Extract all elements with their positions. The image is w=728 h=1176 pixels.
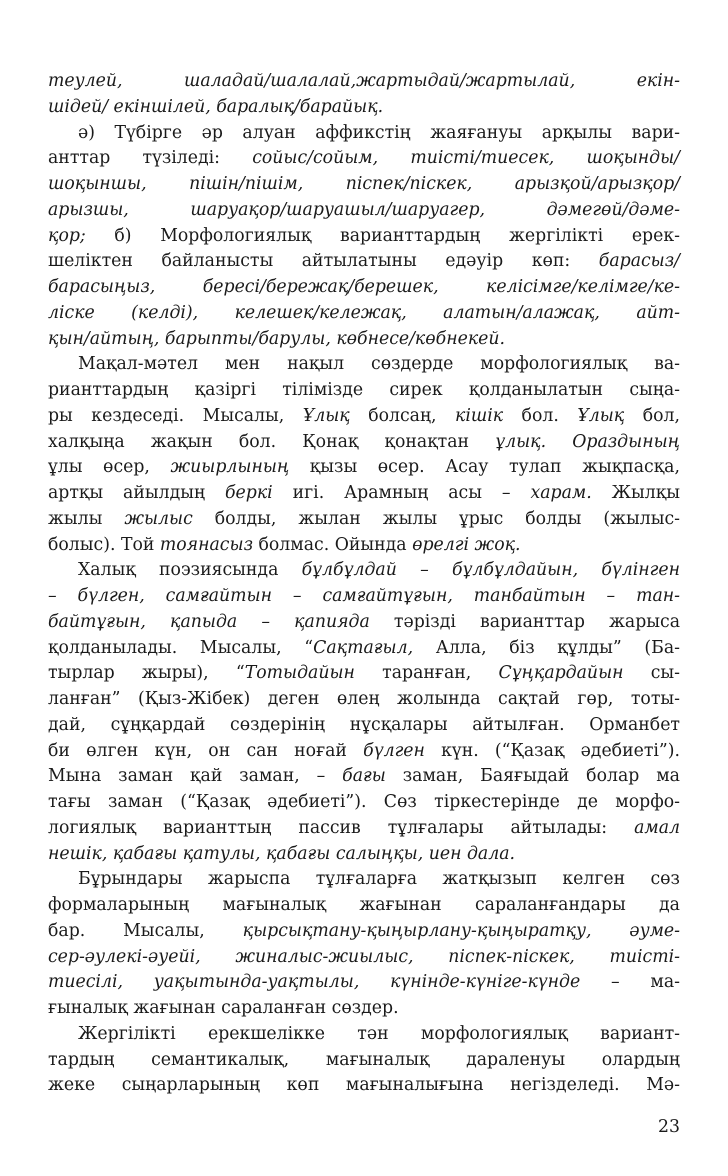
text-line: нешік, қабағы қатулы, қабағы салыңқы, иен дала. (48, 843, 516, 864)
text-line: сер-әулекі-әуейі, жиналыс-жиылыс, піспек-піскек, тиісті- (48, 946, 680, 967)
text-line: теулей, шаладай/шалалай,жартыдай/жартылай, екін- (48, 71, 680, 91)
text-line: байтұғын, қапыда – қапияда тәрізді варианттар жарыса (48, 611, 680, 632)
text-line: шідей/ екіншілей, баралық/барайық. (48, 96, 384, 117)
text-line: тиесілі, уақытында-уақтылы, күнінде-күніге-күнде – ма- (48, 972, 680, 993)
text-line: барасыңыз, бересі/бережақ/берешек, келісімге/келімге/ке- (48, 277, 680, 297)
text-line: Жергілікті ерекшелікке тән морфологиялық вариант- (78, 1023, 680, 1044)
text-line: Бұрындары жарыспа тұлғаларға жатқызып келген сөз (78, 869, 680, 890)
text-line: шеліктен байланысты айтылатыны едәуір көп: барасыз/ (48, 251, 680, 272)
paragraph (48, 1022, 680, 1099)
text-line: бар. Мысалы, қырсықтану-қыңырлану-қыңыратқу, әуме- (48, 920, 680, 941)
text-line: қын/айтың, барыпты/барулы, көбнесе/көбнекей. (48, 328, 505, 349)
text-line: Мына заман қай заман, – бағы заман, Баяғыдай болар ма (48, 766, 680, 787)
text-line: жылы жылыс болды, жылан жылы ұрыс болды (жылыс- (48, 508, 680, 529)
text-line: – бүлген, самғайтын – самғайтұғын, танбайтын – тан- (48, 586, 680, 606)
text-line: ры кездеседі. Мысалы, Ұлық болсаң, кішік бол. Ұлық бол, (48, 405, 680, 426)
text-line: тағы заман (“Қазақ әдебиеті”). Сөз тіркестерінде де морфо- (48, 792, 680, 812)
text-line: анттар түзіледі: сойыс/сойым, тиісті/тиесек, шоқынды/ (48, 148, 680, 169)
text-line: Халық поэзиясында бұлбұлдай – бұлбұлдайын, бүлінген (78, 560, 681, 581)
text-line: рианттардың қазіргі тілімізде сирек қолданылатын сыңа- (48, 380, 680, 400)
text-line: логиялық варианттың пассив тұлғалары айтылады: амал (48, 817, 680, 838)
text-line: ұлы өсер, жиырлының қызы өсер. Асау тулап жықпасқа, (48, 457, 680, 478)
text-line: артқы айылдың беркі игі. Арамның асы – харам. Жылқы (48, 483, 680, 503)
text-line: Мақал-мәтел мен нақыл сөздерде морфологиялық ва- (78, 354, 680, 375)
text-line: қор; б) Морфологиялық варианттардың жергілікті ерек- (48, 225, 680, 246)
paragraph (48, 69, 680, 121)
text-line: болыс). Той тоянасыз болмас. Ойында өрелгі жоқ. (48, 534, 521, 555)
text-line: формаларының мағыналық жағынан сараланғандары да (48, 895, 680, 915)
text-line: арызшы, шаруақор/шаруашыл/шаруагер, дәмегөй/дәме- (48, 199, 680, 220)
page-body (48, 69, 680, 1099)
text-line: қолданылады. Мысалы, “Сақтағыл, Алла, біз құлды” (Ба- (48, 637, 680, 658)
text-line: жеке сыңарларының көп мағыналығына негізделеді. Мә- (48, 1075, 680, 1096)
text-line: ліске (келді), келешек/кележақ, алатын/алажақ, айт- (48, 302, 680, 323)
text-line: ланған” (Қыз-Жібек) деген өлең жолында сақтай гөр, тоты- (48, 689, 680, 709)
text-line: тардың семантикалық, мағыналық дараленуы олардың (48, 1049, 680, 1070)
text-line: халқыңа жақын бол. Қонақ қонақтан ұлық. Ораздының (48, 431, 680, 452)
text-line: дай, сұңқардай сөздерінің нұсқалары айтылған. Орманбет (48, 714, 680, 735)
text-line: би өлген күн, он сан ноғай бүлген күн. (“Қазақ әдебиеті”). (48, 740, 680, 761)
text-line: ғыналық жағынан сараланған сөздер. (48, 998, 399, 1018)
paragraph (48, 121, 680, 353)
text-line: шоқыншы, пішін/пішім, піспек/піскек, арызқой/арызқор/ (48, 174, 680, 194)
paragraph (48, 867, 680, 1022)
paragraph (48, 558, 680, 867)
paragraph (48, 352, 680, 558)
text-line: ә) Түбірге әр алуан аффикстің жаяғануы арқылы вари- (78, 122, 680, 143)
page-number: 23 (658, 1117, 680, 1137)
text-line: тырлар жыры), “Тотыдайын таранған, Сұңқардайын сы- (48, 663, 681, 684)
